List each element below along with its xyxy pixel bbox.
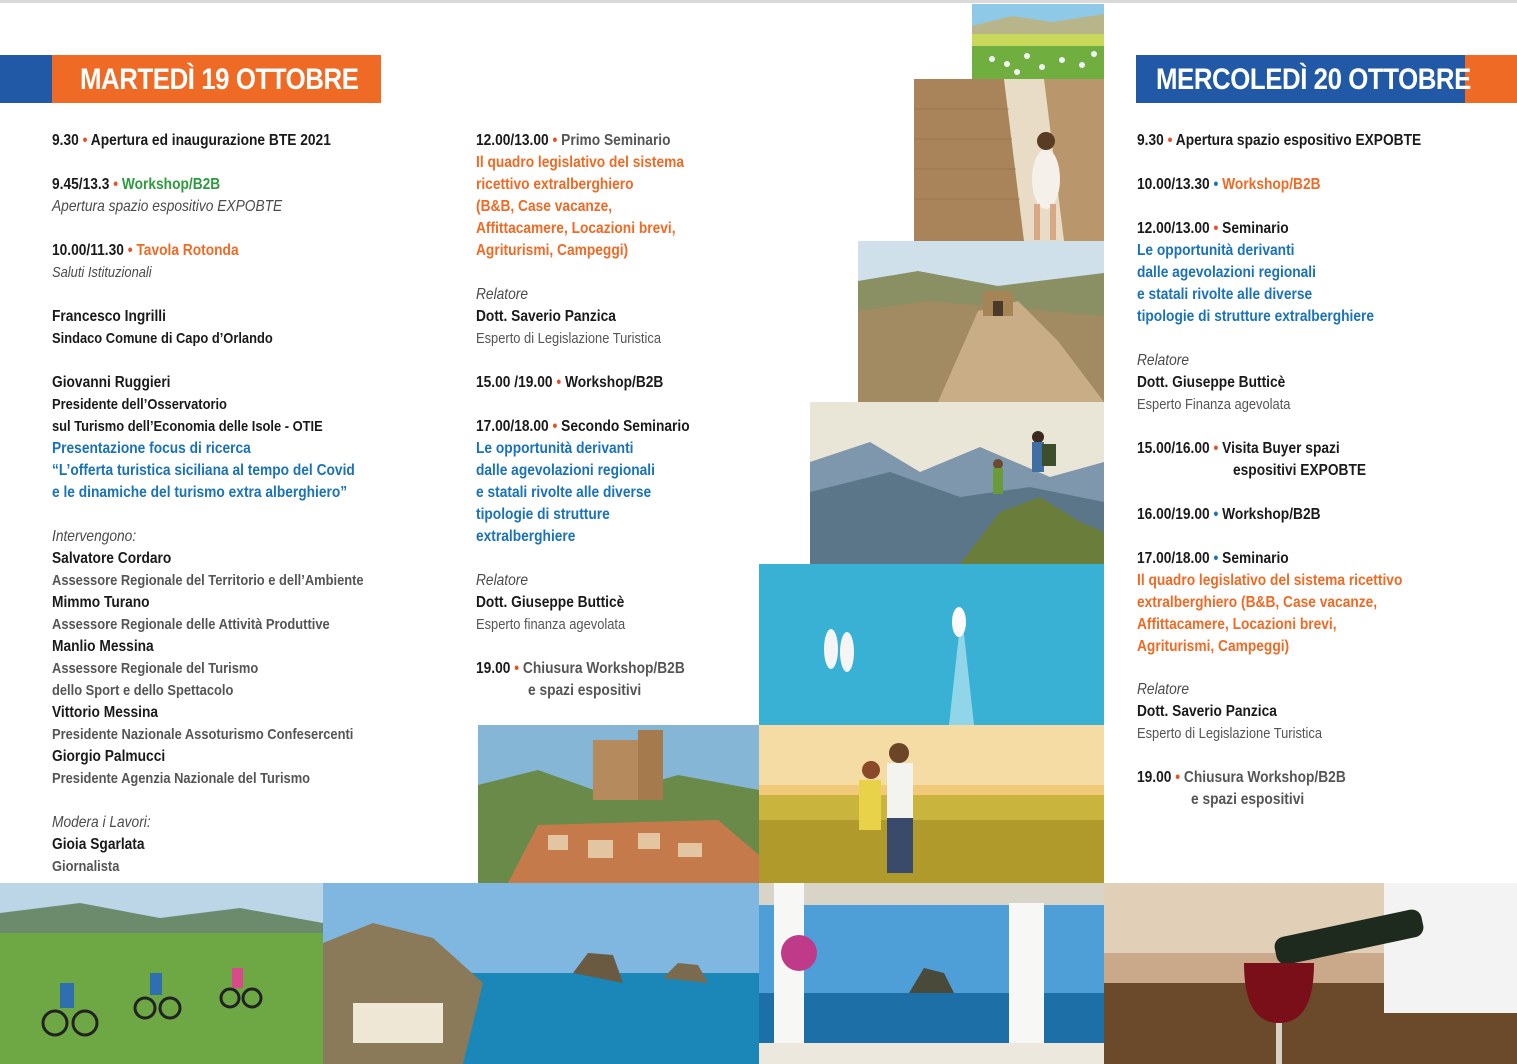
- speaker-name: Vittorio Messina: [52, 704, 159, 721]
- speaker-role: Esperto di Legislazione Turistica: [476, 330, 662, 347]
- relatore-label: Relatore: [476, 286, 529, 303]
- schedule-item: 10.00/13.30 • Workshop/B2B: [1137, 176, 1321, 193]
- seminar-title: e statali rivolte alle diverse: [1137, 286, 1313, 303]
- day2-title: MERCOLEDÌ 20 OTTOBRE: [1156, 63, 1471, 96]
- sheep-field-photo: [972, 4, 1104, 79]
- relatore-label: Relatore: [476, 572, 529, 589]
- speaker-name: Salvatore Cordaro: [52, 550, 172, 567]
- speaker-name: Gioia Sgarlata: [52, 836, 145, 853]
- top-border: [0, 0, 1517, 3]
- schedule-item: 9.45/13.3 • Workshop/B2B: [52, 176, 221, 193]
- speaker-role: Assessore Regionale del Territorio e dell’Ambiente: [52, 572, 364, 589]
- hikers-photo: [810, 402, 1104, 564]
- speaker-role: sul Turismo dell’Economia delle Isole - OTIE: [52, 418, 323, 435]
- speaker-name: Dott. Giuseppe Butticè: [476, 594, 625, 611]
- schedule-item: 15.00/16.00 • Visita Buyer spazi: [1137, 440, 1340, 457]
- schedule-item: 17.00/18.00 • Seminario: [1137, 550, 1289, 567]
- speaker-role: Presidente Agenzia Nazionale del Turismo: [52, 770, 311, 787]
- schedule-item: 9.30 • Apertura spazio espositivo EXPOBTE: [1137, 132, 1422, 149]
- seminar-title: Il quadro legislativo del sistema ricettivo: [1137, 572, 1403, 589]
- wine-glass-photo: [1104, 883, 1517, 1064]
- seminar-title: tipologie di strutture extralberghiere: [1137, 308, 1375, 325]
- cyclists-photo: [0, 883, 323, 1064]
- seminar-title: extralberghiero (B&B, Case vacanze,: [1137, 594, 1378, 611]
- relatore-label: Relatore: [1137, 681, 1190, 698]
- speaker-name: Dott. Saverio Panzica: [1137, 703, 1277, 720]
- schedule-item: 9.30 • Apertura ed inaugurazione BTE 2021: [52, 132, 331, 149]
- schedule-note: Saluti Istituzionali: [52, 264, 152, 281]
- seminar-title: Il quadro legislativo del sistema: [476, 154, 684, 171]
- day2-header: [1136, 55, 1517, 103]
- seminar-title: Agriturismi, Campeggi): [476, 242, 629, 259]
- speaker-role: Giornalista: [52, 858, 120, 875]
- speaker-role: dello Sport e dello Spettacolo: [52, 682, 234, 699]
- schedule-item: 10.00/11.30 • Tavola Rotonda: [52, 242, 239, 259]
- moderator-label: Modera i Lavori:: [52, 814, 151, 831]
- intervengono-label: Intervengono:: [52, 528, 137, 545]
- seminar-title: extralberghiere: [476, 528, 576, 545]
- speaker-role: Presidente Nazionale Assoturismo Confesercenti: [52, 726, 354, 743]
- seminar-title: Affittacamere, Locazioni brevi,: [476, 220, 676, 237]
- seminar-title: e statali rivolte alle diverse: [476, 484, 652, 501]
- seminar-title: dalle agevolazioni regionali: [476, 462, 655, 479]
- focus-title: “L’offerta turistica siciliana al tempo del Covid: [52, 462, 355, 479]
- focus-title: e le dinamiche del turismo extra alberghiero”: [52, 484, 348, 501]
- speaker-name: Dott. Saverio Panzica: [476, 308, 616, 325]
- hilltop-village-photo: [858, 241, 1104, 402]
- day1-header: [0, 55, 381, 103]
- schedule-item: 17.00/18.00 • Secondo Seminario: [476, 418, 690, 435]
- seminar-title: Le opportunità derivanti: [1137, 242, 1295, 259]
- focus-title: Presentazione focus di ricerca: [52, 440, 251, 457]
- speaker-role: Assessore Regionale del Turismo: [52, 660, 259, 677]
- schedule-item: 16.00/19.00 • Workshop/B2B: [1137, 506, 1321, 523]
- stone-alley-photo: [914, 79, 1104, 241]
- schedule-item: 12.00/13.00 • Seminario: [1137, 220, 1289, 237]
- seminar-title: ricettivo extralberghiero: [476, 176, 634, 193]
- seminar-title: Le opportunità derivanti: [476, 440, 634, 457]
- boats-sea-photo: [759, 564, 1104, 725]
- speaker-name: Giorgio Palmucci: [52, 748, 166, 765]
- seminar-title: (B&B, Case vacanze,: [476, 198, 613, 215]
- relatore-label: Relatore: [1137, 352, 1190, 369]
- schedule-item-cont: e spazi espositivi: [528, 682, 642, 699]
- speaker-role: Assessore Regionale delle Attività Produttive: [52, 616, 330, 633]
- seminar-title: dalle agevolazioni regionali: [1137, 264, 1316, 281]
- speaker-name: Francesco Ingrilli: [52, 308, 166, 325]
- seminar-title: Affittacamere, Locazioni brevi,: [1137, 616, 1337, 633]
- terrace-sea-photo: [759, 883, 1104, 1064]
- speaker-role: Sindaco Comune di Capo d’Orlando: [52, 330, 273, 347]
- speaker-name: Giovanni Ruggieri: [52, 374, 171, 391]
- castle-town-photo: [478, 725, 759, 883]
- speaker-role: Esperto di Legislazione Turistica: [1137, 725, 1323, 742]
- schedule-item: 19.00 • Chiusura Workshop/B2B: [476, 660, 685, 677]
- sea-stacks-photo: [323, 883, 759, 1064]
- speaker-role: Esperto finanza agevolata: [476, 616, 626, 633]
- schedule-item-cont: espositivi EXPOBTE: [1233, 462, 1367, 479]
- speaker-name: Dott. Giuseppe Butticè: [1137, 374, 1286, 391]
- schedule-item: 12.00/13.00 • Primo Seminario: [476, 132, 671, 149]
- schedule-note: Apertura spazio espositivo EXPOBTE: [52, 198, 283, 215]
- couple-field-photo: [759, 725, 1104, 883]
- speaker-role: Presidente dell’Osservatorio: [52, 396, 227, 413]
- speaker-name: Mimmo Turano: [52, 594, 150, 611]
- schedule-item: 15.00 /19.00 • Workshop/B2B: [476, 374, 664, 391]
- schedule-item: 19.00 • Chiusura Workshop/B2B: [1137, 769, 1346, 786]
- day1-title: MARTEDÌ 19 OTTOBRE: [80, 63, 359, 96]
- seminar-title: tipologie di strutture: [476, 506, 610, 523]
- schedule-item-cont: e spazi espositivi: [1191, 791, 1305, 808]
- speaker-name: Manlio Messina: [52, 638, 154, 655]
- speaker-role: Esperto Finanza agevolata: [1137, 396, 1291, 413]
- seminar-title: Agriturismi, Campeggi): [1137, 638, 1290, 655]
